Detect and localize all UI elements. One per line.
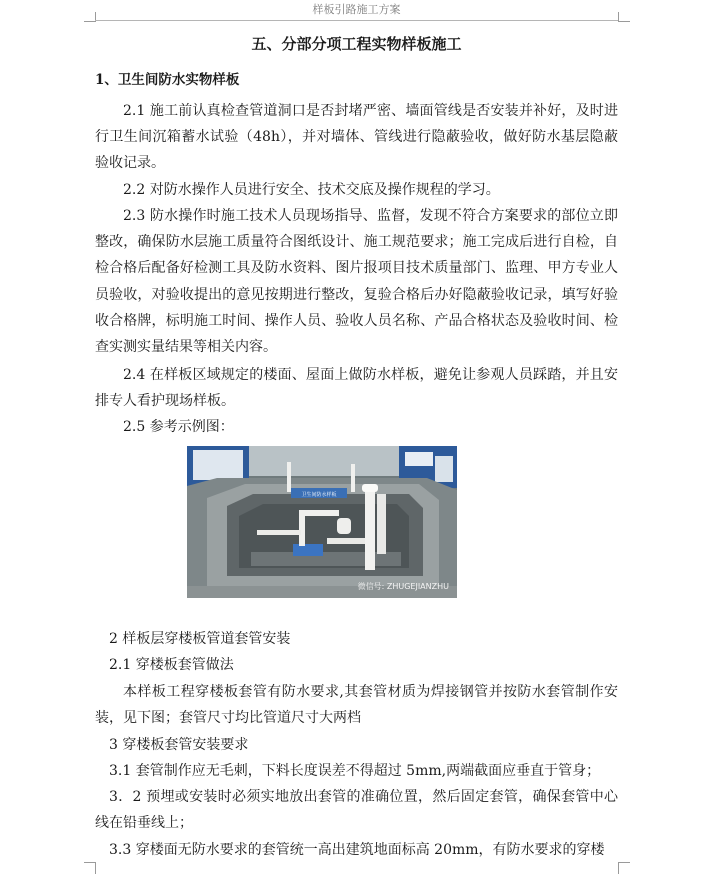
paragraph-2-2: 2.2 对防水操作人员进行安全、技术交底及操作规程的学习。 xyxy=(123,182,500,198)
crop-mark xyxy=(618,862,619,874)
crop-mark xyxy=(95,862,96,874)
sign-text: 卫生间防水样板 xyxy=(301,492,337,498)
section-3-heading: 3 穿楼板套管安装要求 xyxy=(109,737,249,753)
page-header: 样板引路施工方案 xyxy=(95,2,618,21)
photo-watermark: 微信号: ZHUGEJIANZHU xyxy=(357,582,449,591)
paragraph-3-1: 3.1 套管制作应无毛刺，下料长度误差不得超过 5mm,两端截面应垂直于管身； xyxy=(109,763,601,779)
crop-mark xyxy=(618,21,630,22)
subsection-heading: 1、卫生间防水实物样板 xyxy=(95,72,240,88)
crop-mark xyxy=(84,21,96,22)
paragraph-2-4: 2.4 在样板区域规定的楼面、屋面上做防水样板，避免让参观人员踩踏，并且安排专人看护现场样板。 xyxy=(95,367,618,410)
paragraph-3-3: 3.3 穿楼面无防水要求的套管统一高出建筑地面标高 20mm，有防水要求的穿楼 xyxy=(109,842,605,858)
section-2-1-heading: 2.1 穿楼板套管做法 xyxy=(109,657,234,673)
example-photo xyxy=(187,446,457,598)
section-title: 五、分部分项工程实物样板施工 xyxy=(251,35,462,53)
paragraph-3-2: 3．2 预埋或安装时必须实地放出套管的准确位置，然后固定套管，确保套管中心线在铅垂线上； xyxy=(95,789,618,832)
paragraph-2-3: 2.3 防水操作时施工技术人员现场指导、监督，发现不符合方案要求的部位立即整改，确保防水层施工质量符合图纸设计、施工规范要求；施工完成后进行自检，自检合格后配备好检测工具及防水资料、图片报项目技术质量部门、监理、甲方专业人员验收，对验收提出的意见按期进行整改，复验合格后办好隐蔽验收记录，填写好验收合格牌，标明施工时间、操作人员、验收人员名称、产品合格状态及验收时间、检查实测实量结果等相关内容。 xyxy=(95,208,618,356)
section-2-heading: 2 样板层穿楼板管道套管安装 xyxy=(109,631,291,647)
paragraph-section-2-body: 本样板工程穿楼板套管有防水要求,其套管材质为焊接钢管并按防水套管制作安装，见下图；套管尺寸均比管道尺寸大两档 xyxy=(95,684,618,727)
paragraph-2-5: 2.5 参考示例图： xyxy=(123,419,234,435)
crop-mark xyxy=(618,862,630,863)
waterproof-mockup-photo xyxy=(187,446,457,598)
paragraph-2-1: 2.1 施工前认真检查管道洞口是否封堵严密、墙面管线是否安装并补好，及时进行卫生间沉箱蓄水试验（48h），并对墙体、管线进行隐蔽验收，做好防水基层隐蔽验收记录。 xyxy=(95,103,618,172)
